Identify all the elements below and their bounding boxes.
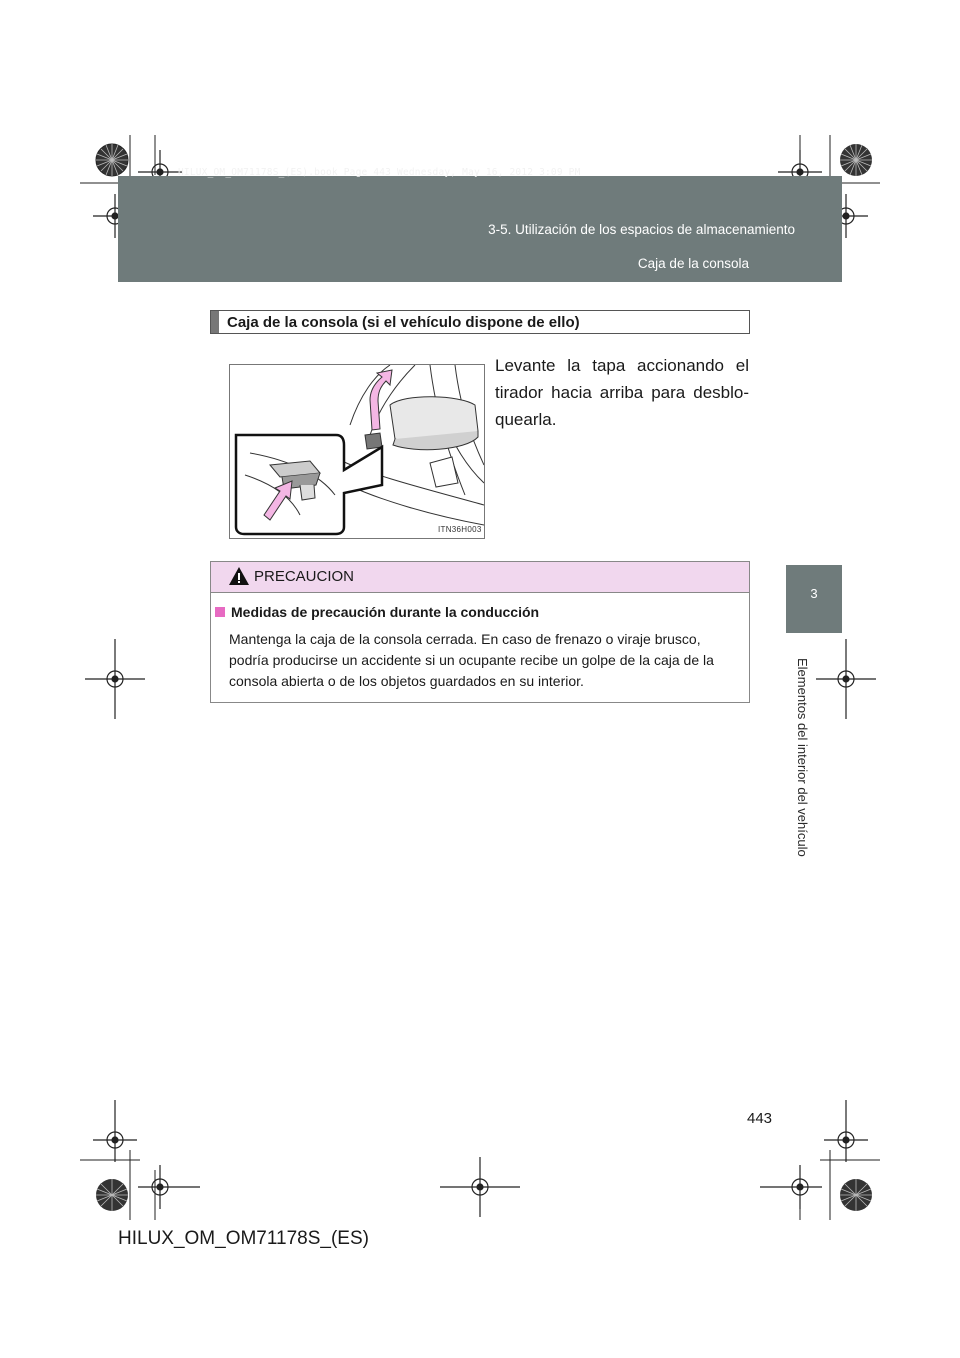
figure-code: ITN36H003 (438, 525, 482, 534)
heading-marker (211, 311, 219, 333)
console-box-illustration (229, 364, 485, 539)
heading-text: Caja de la consola (si el vehículo dispone de ello) (227, 313, 580, 331)
caution-text: Mantenga la caja de la consola cerrada. En caso de frenazo o viraje brusco, podría producirse un accidente si un ocupante recibe un golpe de la caja de la consola abierta o de los objetos guardados en su interior. (229, 631, 714, 689)
page-number: 443 (747, 1110, 773, 1127)
instruction-paragraph: Levante la tapa accionando el tirador hacia arriba para desblo-quearla. (495, 356, 749, 429)
chapter-label: Elementos del interior del vehículo (795, 658, 810, 857)
caution-header (211, 562, 749, 593)
document-code: HILUX_OM_OM71178S_(ES) (118, 1228, 369, 1249)
warning-icon (228, 566, 250, 586)
caution-item-title (215, 604, 539, 620)
square-bullet-icon (215, 607, 225, 617)
subsection-title: Caja de la consola (637, 256, 749, 271)
book-stamp: HILUX_OM_OM71178S_(ES).book Page 443 Wednesday, May 16, 2012 3:09 PM (178, 167, 581, 178)
section-heading (210, 310, 750, 334)
console-box-drawing (230, 365, 484, 538)
caution-title: PRECAUCION (254, 568, 355, 585)
caution-box (210, 561, 750, 703)
chapter-number: 3 (810, 586, 818, 601)
caution-item-title-text: Medidas de precaución durante la conducción (231, 604, 540, 620)
section-title: 3-5. Utilización de los espacios de almacenamiento (488, 222, 795, 237)
